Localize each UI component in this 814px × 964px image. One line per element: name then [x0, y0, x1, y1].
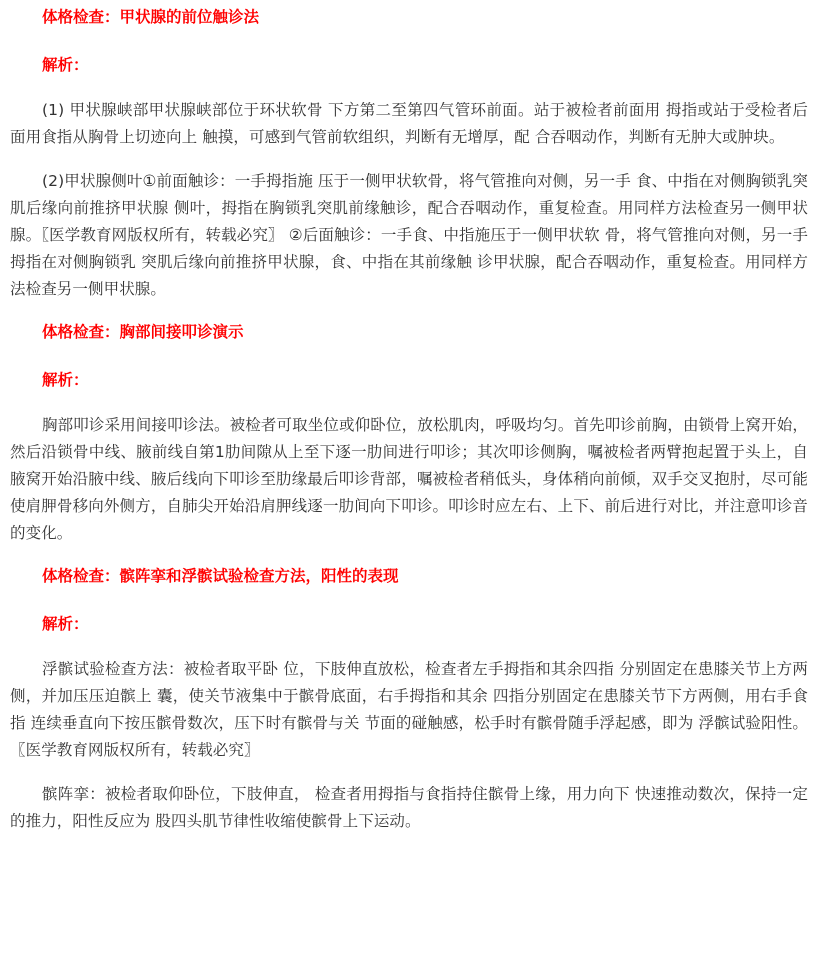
- paragraph: (1) 甲状腺峡部甲状腺峡部位于环状软骨 下方第二至第四气管环前面。站于被检者前面用 拇指或站于受检者后面用食指从胸骨上切迹向上 触摸，可感到气管前软组织，判断有无增厚，配 合吞咽动作，判断有无肿大或肿块。: [10, 101, 808, 146]
- section-title-patella-tests: 体格检查：髌阵挛和浮髌试验检查方法，阳性的表现: [42, 567, 399, 585]
- section-title-thyroid: 体格检查：甲状腺的前位触诊法: [42, 8, 260, 26]
- paragraph: 胸部叩诊采用间接叩诊法。被检者可取坐位或仰卧位，放松肌肉，呼吸均匀。首先叩诊前胸，由锁骨上窝开始，然后沿锁骨中线、腋前线自第1肋间隙从上至下逐一肋间进行叩诊；其次叩诊侧胸，嘱被检者两臂抱起置于头上，自腋窝开始沿腋中线、腋后线向下叩诊至肋缘最后叩诊背部，嘱被检者稍低头，身体稍向前倾，双手交叉抱肘，尽可能使肩胛骨移向外侧方，自肺尖开始沿肩胛线逐一肋间向下叩诊。叩诊时应左右、上下、前后进行对比，并注意叩诊音的变化。: [10, 416, 808, 542]
- analysis-label: 解析：: [42, 56, 89, 74]
- paragraph: (2)甲状腺侧叶①前面触诊：一手拇指施 压于一侧甲状软骨，将气管推向对侧，另一手 食、中指在对侧胸锁乳突肌后缘向前推挤甲状腺 侧叶，拇指在胸锁乳突肌前缘触诊，配合吞咽动作，重复检查。用同样方法检查另一侧甲状腺。〖医学教育网版权所有，转载必究〗 ②后面触诊：一手食、中指施压于一侧甲状软 骨，将气管推向对侧，另一手拇指在对侧胸锁乳 突肌后缘向前推挤甲状腺，食、中指在其前缘触 诊甲状腺，配合吞咽动作，重复检查。用同样方 法检查另一侧甲状腺。: [10, 172, 808, 298]
- paragraph: 髌阵挛：被检者取仰卧位，下肢伸直， 检查者用拇指与食指持住髌骨上缘，用力向下 快速推动数次，保持一定的推力，阳性反应为 股四头肌节律性收缩使髌骨上下运动。: [10, 785, 808, 830]
- article-page: [0, 6, 814, 964]
- analysis-label: 解析：: [42, 615, 89, 633]
- analysis-label: 解析：: [42, 371, 89, 389]
- section-title-chest-percussion: 体格检查：胸部间接叩诊演示: [42, 323, 244, 341]
- paragraph: 浮髌试验检查方法：被检者取平卧 位，下肢伸直放松，检查者左手拇指和其余四指 分别固定在患膝关节上方两侧，并加压压迫髌上 囊，使关节液集中于髌骨底面，右手拇指和其余 四指分别固定在患膝关节下方两侧，用右手食指 连续垂直向下按压髌骨数次，压下时有髌骨与关 节面的碰触感，松手时有髌骨随手浮起感，即为 浮髌试验阳性。〖医学教育网版权所有，转载必究〗: [10, 660, 808, 759]
